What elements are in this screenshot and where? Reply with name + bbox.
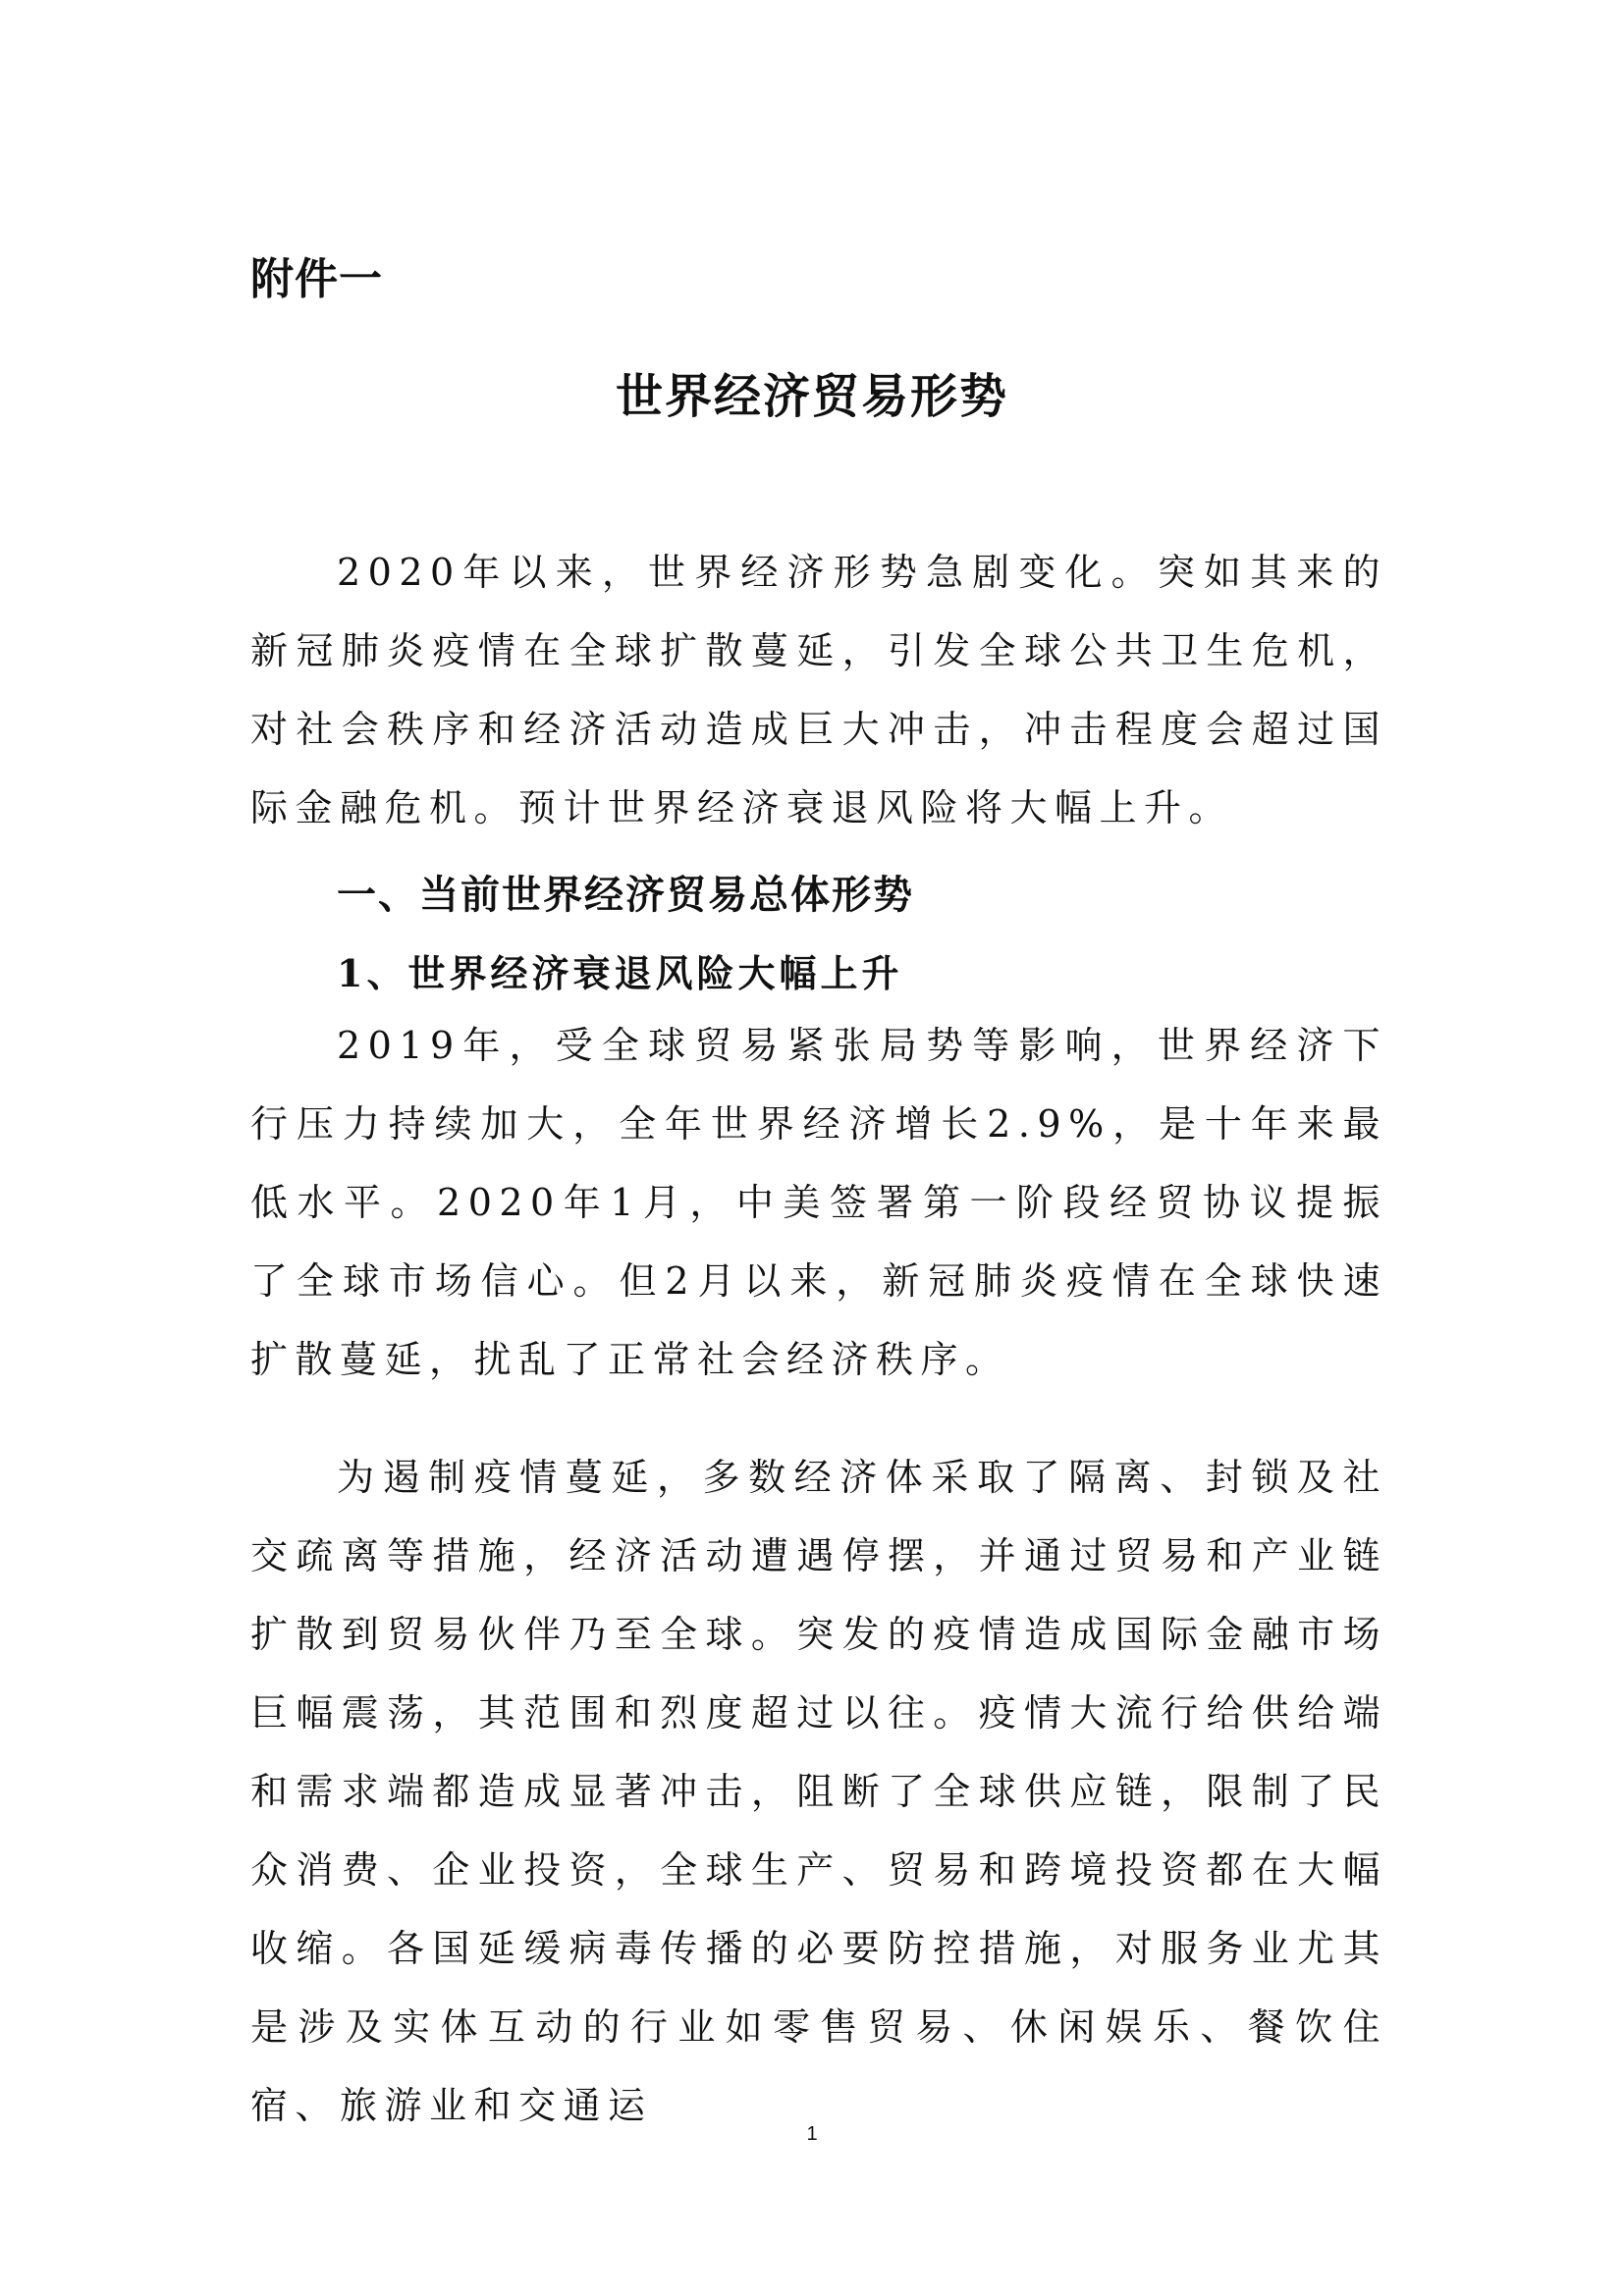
section-heading: 一、当前世界经济贸易总体形势	[337, 873, 914, 918]
attachment-label: 附件一	[250, 254, 383, 304]
sub-heading: 1、世界经济衰退风险大幅上升	[337, 951, 903, 995]
paragraph-measures: 为遏制疫情蔓延，多数经济体采取了隔离、封锁及社交疏离等措施，经济活动遭遇停摆，并通过贸易和产业链扩散到贸易伙伴乃至全球。突发的疫情造成国际金融市场巨幅震荡，其范围和烈度超过以往。疫情大流行给供给端和需求端都造成显著冲击，阻断了全球供应链，限制了民众消费、企业投资，全球生产、贸易和跨境投资都在大幅收缩。各国延缓病毒传播的必要防控措施，对服务业尤其是涉及实体互动的行业如零售贸易、休闲娱乐、餐饮住宿、旅游业和交通运	[250, 1456, 1387, 2127]
paragraph-intro: 2020年以来，世界经济形势急剧变化。突如其来的新冠肺炎疫情在全球扩散蔓延，引发全球公共卫生危机，对社会秩序和经济活动造成巨大冲击，冲击程度会超过国际金融危机。预计世界经济衰退风险将大幅上升。	[250, 551, 1387, 829]
paragraph-2019: 2019年，受全球贸易紧张局势等影响，世界经济下行压力持续加大，全年世界经济增长2.9%，是十年来最低水平。2020年1月，中美签署第一阶段经贸协议提振了全球市场信心。但2月以来，新冠肺炎疫情在全球快速扩散蔓延，扰乱了正常社会经济秩序。	[250, 1024, 1387, 1381]
document-title: 世界经济贸易形势	[615, 369, 1008, 424]
page-number: 1	[806, 2123, 818, 2145]
